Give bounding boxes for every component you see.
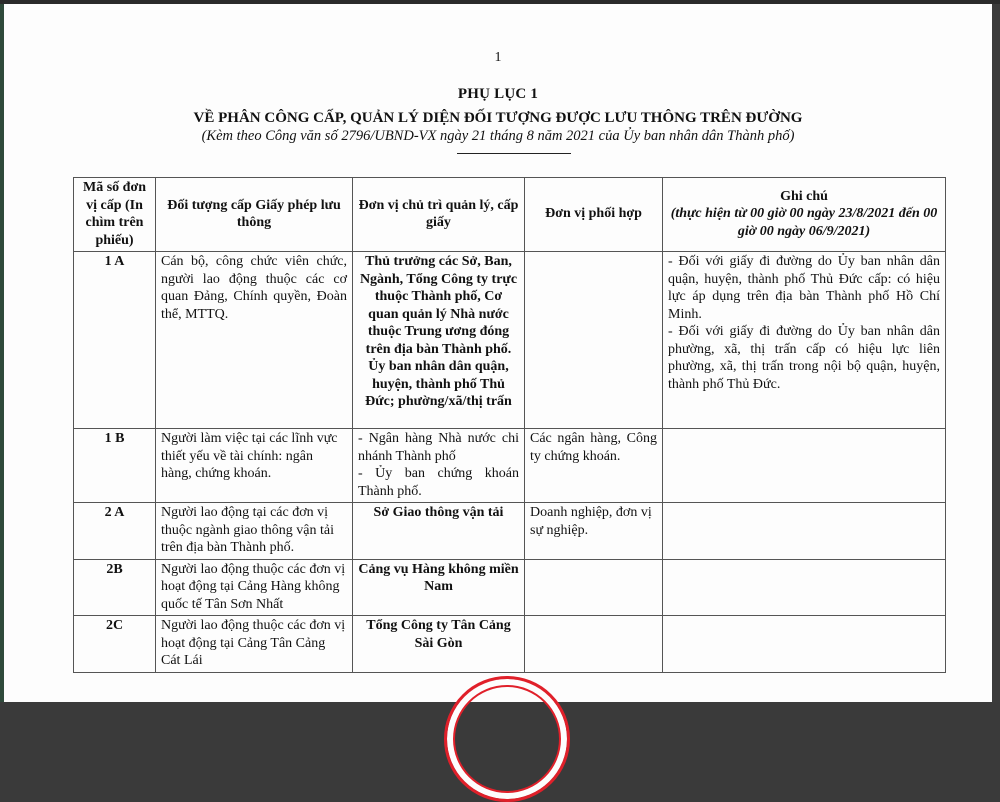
row-code: 2C xyxy=(74,616,156,673)
row-target: Cán bộ, công chức viên chức, người lao động thuộc các cơ quan Đảng, Chính quyền, Đoàn thể, MTTQ. xyxy=(156,252,353,429)
row-target: Người làm việc tại các lĩnh vực thiết yếu về tài chính: ngân hàng, chứng khoán. xyxy=(156,429,353,503)
row-coordinator xyxy=(525,616,663,673)
row-issuer xyxy=(353,429,525,503)
table-row xyxy=(74,429,946,503)
issuer-line: - Ủy ban chứng khoán Thành phố. xyxy=(358,466,519,499)
row-note xyxy=(663,252,946,429)
appendix-table xyxy=(73,177,946,673)
header-note-title: Ghi chú xyxy=(780,188,828,204)
table-header-row xyxy=(74,178,946,252)
row-coordinator: Doanh nghiệp, đơn vị sự nghiệp. xyxy=(525,503,663,560)
row-target: Người lao động thuộc các đơn vị hoạt động tại Cảng Hàng không quốc tế Tân Sơn Nhất xyxy=(156,559,353,616)
table-row xyxy=(74,559,946,616)
page-number: 1 xyxy=(494,50,502,65)
table-row xyxy=(74,616,946,673)
row-coordinator: Các ngân hàng, Công ty chứng khoán. xyxy=(525,429,663,503)
header-code: Mã số đơn vị cấp (In chìm trên phiếu) xyxy=(74,178,156,252)
row-issuer: Sở Giao thông vận tải xyxy=(353,503,525,560)
document-subtitle: VỀ PHÂN CÔNG CẤP, QUẢN LÝ DIỆN ĐỐI TƯỢNG ĐƯỢC LƯU THÔNG TRÊN ĐƯỜNG xyxy=(193,110,803,126)
note-line: - Đối với giấy đi đường do Ủy ban nhân dân phường, xã, thị trấn cấp có hiệu lực liên phường, xã, thị trấn trong nội bộ quận, huyện, thành phố Thủ Đức. xyxy=(668,324,940,392)
document-title: PHỤ LỤC 1 xyxy=(457,86,539,102)
header-note xyxy=(663,178,946,252)
row-code: 1 A xyxy=(74,252,156,429)
title-divider xyxy=(457,153,571,154)
row-coordinator xyxy=(525,559,663,616)
row-note xyxy=(663,616,946,673)
red-seal-stamp-icon xyxy=(444,676,570,802)
viewer-scrollbar[interactable] xyxy=(992,4,1000,702)
note-line: - Đối với giấy đi đường do Ủy ban nhân dân quận, huyện, thành phố Thủ Đức cấp: có hiệu lực áp dụng trên địa bàn Thành phố Hồ Chí Minh. xyxy=(668,254,940,322)
row-issuer: Thủ trưởng các Sở, Ban, Ngành, Tổng Công ty trực thuộc Thành phố, Cơ quan quản lý Nhà nước thuộc Trung ương đóng trên địa bàn Thành phố. Ủy ban nhân dân quận, huyện, thành phố Thủ Đức; phường/xã/thị trấn xyxy=(353,252,525,429)
row-issuer: Tổng Công ty Tân Cảng Sài Gòn xyxy=(353,616,525,673)
row-code: 2B xyxy=(74,559,156,616)
header-issuer: Đơn vị chủ trì quản lý, cấp giấy xyxy=(353,178,525,252)
header-target: Đối tượng cấp Giấy phép lưu thông xyxy=(156,178,353,252)
row-note xyxy=(663,503,946,560)
row-issuer: Cảng vụ Hàng không miền Nam xyxy=(353,559,525,616)
row-code: 2 A xyxy=(74,503,156,560)
row-note xyxy=(663,559,946,616)
document-page xyxy=(4,4,992,702)
row-code: 1 B xyxy=(74,429,156,503)
header-coordinator: Đơn vị phối hợp xyxy=(525,178,663,252)
header-note-subtitle: (thực hiện từ 00 giờ 00 ngày 23/8/2021 đến 00 giờ 00 ngày 06/9/2021) xyxy=(670,206,938,239)
table-row xyxy=(74,503,946,560)
issuer-line: - Ngân hàng Nhà nước chi nhánh Thành phố xyxy=(358,431,519,464)
row-coordinator xyxy=(525,252,663,429)
row-note xyxy=(663,429,946,503)
table-row xyxy=(74,252,946,429)
row-target: Người lao động tại các đơn vị thuộc ngành giao thông vận tải trên địa bàn Thành phố. xyxy=(156,503,353,560)
row-target: Người lao động thuộc các đơn vị hoạt động tại Cảng Tân Cảng Cát Lái xyxy=(156,616,353,673)
document-reference: (Kèm theo Công văn số 2796/UBND-VX ngày 21 tháng 8 năm 2021 của Ủy ban nhân dân Thành phố) xyxy=(201,128,795,144)
